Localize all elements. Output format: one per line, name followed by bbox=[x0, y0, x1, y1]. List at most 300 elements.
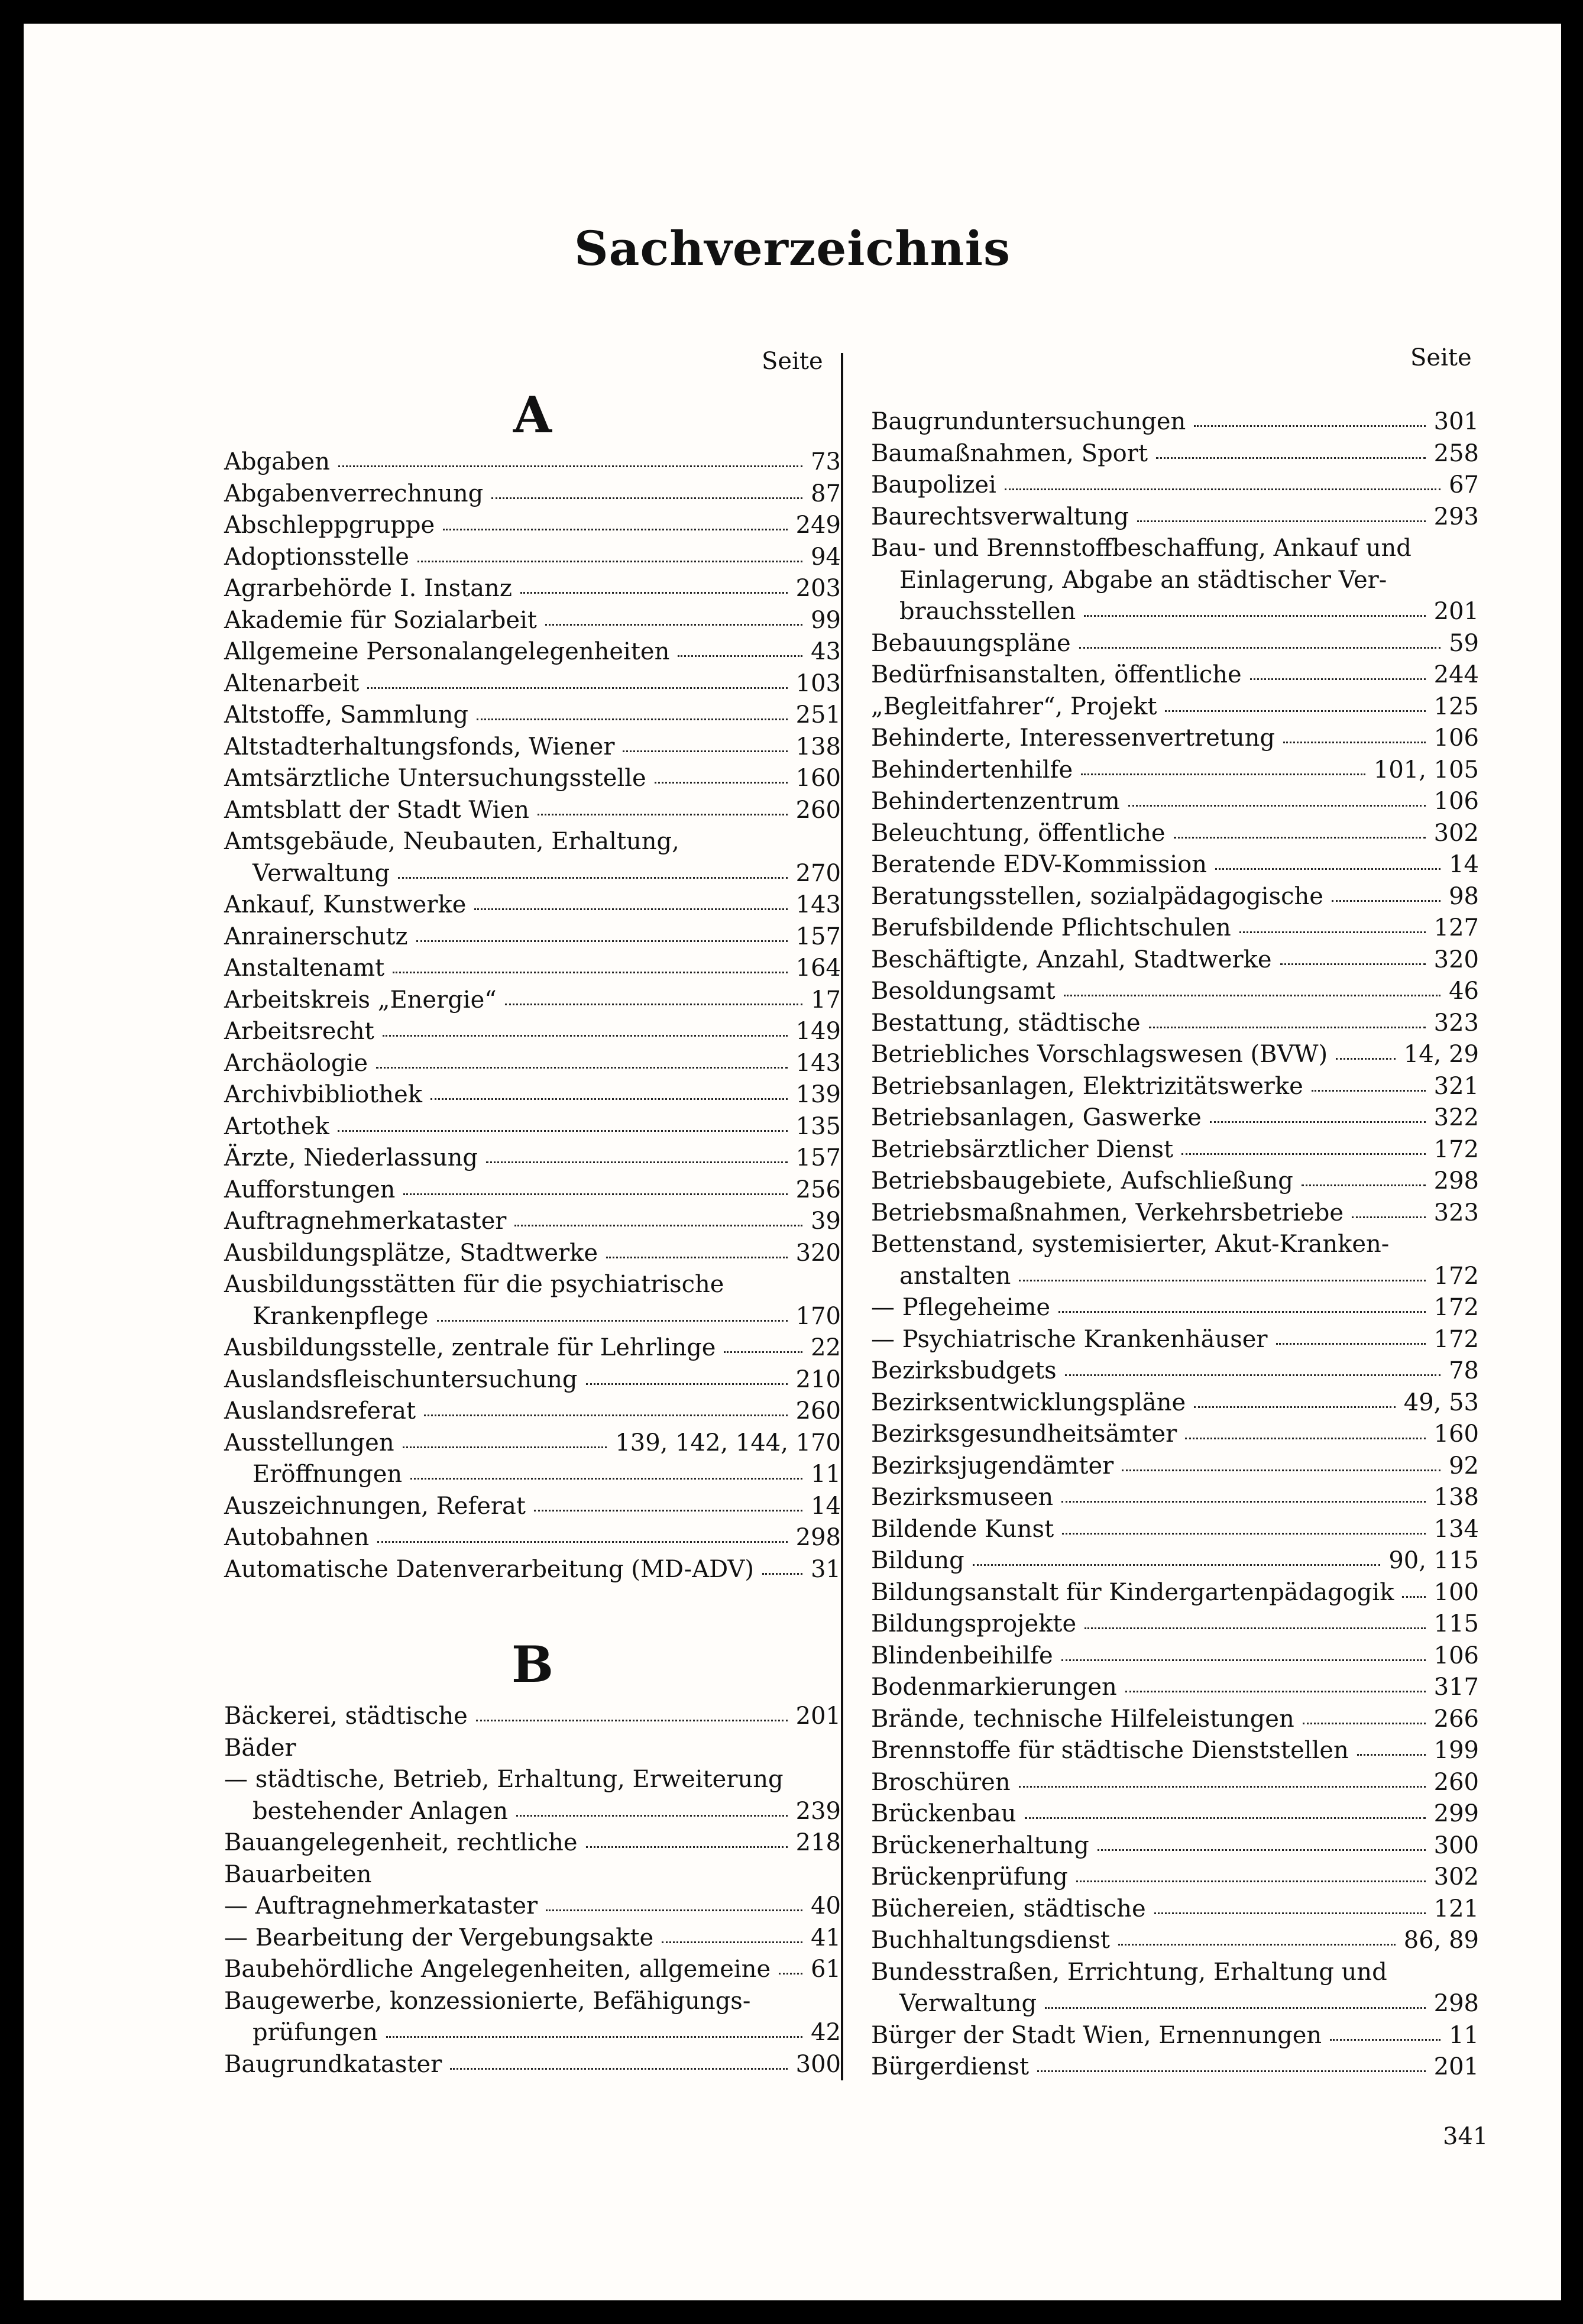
index-entry-term: — städtische, Betrieb, Erhaltung, Erweiterung bbox=[224, 1766, 784, 1793]
index-entry-page: 127 bbox=[1433, 914, 1479, 941]
index-entry bbox=[871, 2020, 1479, 2052]
dot-leader bbox=[410, 1476, 802, 1480]
index-entry-term: Broschüren bbox=[871, 1768, 1011, 1796]
index-entry-page: 100 bbox=[1433, 1578, 1479, 1606]
index-entry-page: 138 bbox=[795, 733, 841, 760]
index-entry-term: Beratungsstellen, sozialpädagogische bbox=[871, 882, 1323, 910]
index-entry bbox=[871, 438, 1479, 470]
index-entry-page: 172 bbox=[1433, 1135, 1479, 1163]
dot-leader bbox=[545, 622, 802, 626]
index-entry bbox=[871, 406, 1479, 438]
index-entry bbox=[871, 1039, 1479, 1071]
dot-leader bbox=[1005, 487, 1440, 490]
index-entry bbox=[871, 596, 1479, 628]
dot-leader bbox=[386, 2034, 802, 2038]
index-entry-page: 139 bbox=[795, 1081, 841, 1108]
index-entry-term: Betriebsärztlicher Dienst bbox=[871, 1135, 1174, 1163]
index-entry-term: Behindertenhilfe bbox=[871, 756, 1073, 784]
index-entry bbox=[224, 1111, 841, 1143]
index-entry-term: Artothek bbox=[224, 1112, 329, 1140]
index-entry bbox=[871, 1102, 1479, 1134]
dot-leader bbox=[376, 1065, 788, 1069]
index-entry-term: Altstoffe, Sammlung bbox=[224, 701, 468, 729]
index-entry bbox=[224, 1954, 841, 1986]
dot-leader bbox=[1280, 962, 1426, 965]
index-entry bbox=[871, 1957, 1479, 1989]
index-entry-page: 94 bbox=[811, 543, 841, 571]
index-entry-page: 160 bbox=[795, 765, 841, 792]
index-entry-page: 172 bbox=[1433, 1325, 1479, 1353]
index-entry-term: Bau- und Brennstoffbeschaffung, Ankauf und bbox=[871, 535, 1412, 562]
index-entry-term: Baubehördliche Angelegenheiten, allgemeine bbox=[224, 1956, 771, 1983]
index-entry bbox=[224, 636, 841, 668]
index-entry-term: Betriebsanlagen, Gaswerke bbox=[871, 1104, 1202, 1131]
dot-leader bbox=[1076, 1879, 1426, 1882]
index-entry bbox=[224, 1396, 841, 1428]
index-entry-page: 321 bbox=[1433, 1072, 1479, 1100]
dot-leader bbox=[1061, 1658, 1426, 1661]
page-title: Sachverzeichnis bbox=[574, 221, 1011, 276]
index-entry bbox=[871, 723, 1479, 755]
index-entry bbox=[224, 446, 841, 478]
index-entry-page: 298 bbox=[1433, 1167, 1479, 1195]
index-entry bbox=[224, 953, 841, 985]
index-entry-term: Abgaben bbox=[224, 448, 330, 475]
index-entry-term: Arbeitsrecht bbox=[224, 1018, 374, 1045]
index-entry bbox=[871, 755, 1479, 786]
index-entry-page: 101, 105 bbox=[1373, 756, 1479, 784]
index-entry bbox=[871, 565, 1479, 597]
index-entry-term: Bürger der Stadt Wien, Ernennungen bbox=[871, 2021, 1322, 2049]
index-entry bbox=[224, 1891, 841, 1922]
index-entry-page: 266 bbox=[1433, 1705, 1479, 1733]
dot-leader bbox=[514, 1223, 802, 1226]
index-entry-term: Altenarbeit bbox=[224, 669, 360, 697]
index-entry bbox=[224, 1269, 841, 1301]
dot-leader bbox=[1239, 930, 1426, 933]
index-entry bbox=[871, 1482, 1479, 1514]
index-entry-page: 203 bbox=[795, 575, 841, 602]
dot-leader bbox=[1019, 1278, 1425, 1281]
index-entry bbox=[871, 1608, 1479, 1640]
dot-leader bbox=[1065, 1373, 1440, 1376]
dot-leader bbox=[973, 1562, 1381, 1566]
index-entry bbox=[224, 1522, 841, 1554]
dot-leader bbox=[1215, 866, 1440, 870]
index-entry-page: 302 bbox=[1433, 1863, 1479, 1891]
dot-leader bbox=[430, 1096, 788, 1100]
index-entry bbox=[871, 691, 1479, 723]
dot-leader bbox=[450, 2066, 787, 2070]
dot-leader bbox=[403, 1192, 787, 1195]
dot-leader bbox=[1149, 1025, 1426, 1028]
dot-leader bbox=[1037, 2069, 1426, 2072]
index-entry-page: 14, 29 bbox=[1403, 1041, 1479, 1068]
index-entry-page: 260 bbox=[1433, 1768, 1479, 1796]
index-entry-term: Archäologie bbox=[224, 1049, 368, 1077]
dot-leader bbox=[424, 1413, 788, 1416]
index-entry-term: Anstaltenamt bbox=[224, 954, 385, 982]
index-entry bbox=[871, 628, 1479, 660]
index-entry bbox=[871, 1292, 1479, 1324]
dot-leader bbox=[1332, 898, 1440, 902]
page-number: 341 bbox=[1443, 2123, 1488, 2150]
index-entry-page: 22 bbox=[811, 1334, 841, 1361]
index-entry-page: 125 bbox=[1433, 692, 1479, 720]
dot-leader bbox=[1085, 1626, 1426, 1629]
dot-leader bbox=[1098, 1847, 1426, 1851]
dot-leader bbox=[1174, 835, 1426, 839]
index-entry bbox=[224, 826, 841, 858]
index-entry-page: 172 bbox=[1433, 1294, 1479, 1321]
index-entry-term: Ärzte, Niederlassung bbox=[224, 1144, 478, 1171]
index-entry bbox=[224, 1364, 841, 1396]
index-entry-term: Baugrunduntersuchungen bbox=[871, 408, 1186, 435]
index-entry bbox=[224, 921, 841, 953]
index-entry-term: Behinderte, Interessenvertretung bbox=[871, 724, 1276, 752]
index-entry bbox=[224, 763, 841, 795]
index-entry bbox=[871, 1387, 1479, 1419]
index-list-a bbox=[224, 446, 841, 1585]
dot-leader bbox=[474, 907, 787, 910]
index-entry bbox=[224, 510, 841, 542]
dot-leader bbox=[1330, 2037, 1440, 2041]
index-entry-term: Betriebsanlagen, Elektrizitätswerke bbox=[871, 1072, 1303, 1100]
index-entry bbox=[224, 478, 841, 510]
index-entry-term: Bettenstand, systemisierter, Akut-Kranken- bbox=[871, 1231, 1390, 1258]
index-entry-page: 201 bbox=[1433, 2053, 1479, 2080]
index-entry bbox=[224, 1491, 841, 1523]
index-entry-page: 260 bbox=[795, 1397, 841, 1425]
dot-leader bbox=[606, 1255, 788, 1258]
index-entry-term: Verwaltung bbox=[899, 1990, 1037, 2017]
dot-leader bbox=[1194, 423, 1425, 427]
index-entry bbox=[871, 976, 1479, 1008]
index-entry bbox=[871, 1545, 1479, 1577]
index-entry-term: Auftragnehmerkataster bbox=[224, 1208, 507, 1235]
index-entry-term: — Psychiatrische Krankenhäuser bbox=[871, 1325, 1268, 1353]
index-entry-page: 135 bbox=[795, 1112, 841, 1140]
index-entry bbox=[871, 1451, 1479, 1483]
index-entry-page: 239 bbox=[795, 1797, 841, 1825]
index-entry-term: Bezirksmuseen bbox=[871, 1484, 1054, 1511]
dot-leader bbox=[662, 1940, 802, 1943]
index-entry bbox=[224, 1301, 841, 1333]
dot-leader bbox=[1118, 1942, 1396, 1946]
dot-leader bbox=[1210, 1119, 1426, 1123]
index-entry-term: Ausbildungsstätten für die psychiatrische bbox=[224, 1271, 724, 1298]
index-entry-page: 14 bbox=[1449, 851, 1479, 878]
index-entry-page: 149 bbox=[795, 1018, 841, 1045]
index-entry bbox=[224, 795, 841, 827]
index-entry bbox=[871, 1197, 1479, 1229]
dot-leader bbox=[403, 1445, 607, 1448]
index-entry-page: 218 bbox=[795, 1829, 841, 1856]
dot-leader bbox=[1312, 1088, 1426, 1092]
index-entry-page: 143 bbox=[795, 891, 841, 918]
index-entry bbox=[224, 889, 841, 921]
dot-leader bbox=[1079, 645, 1440, 649]
index-entry-page: 199 bbox=[1433, 1737, 1479, 1764]
index-entry bbox=[224, 731, 841, 763]
index-entry-term: — Auftragnehmerkataster bbox=[224, 1892, 538, 1920]
index-entry-page: 157 bbox=[795, 923, 841, 950]
index-entry-page: 43 bbox=[811, 638, 841, 665]
index-entry-term: Ausbildungsstelle, zentrale für Lehrlinge bbox=[224, 1334, 716, 1361]
index-entry-term: Arbeitskreis „Energie“ bbox=[224, 986, 497, 1014]
index-entry bbox=[871, 786, 1479, 818]
index-entry bbox=[871, 818, 1479, 850]
dot-leader bbox=[1302, 1183, 1426, 1186]
index-entry-page: 42 bbox=[811, 2019, 841, 2046]
index-entry-page: 170 bbox=[795, 1302, 841, 1330]
index-entry bbox=[871, 659, 1479, 691]
index-entry bbox=[871, 1672, 1479, 1704]
index-entry-page: 256 bbox=[795, 1176, 841, 1203]
index-entry-term: Adoptionsstelle bbox=[224, 543, 409, 571]
index-entry-page: 139, 142, 144, 170 bbox=[615, 1429, 841, 1456]
dot-leader bbox=[477, 717, 788, 720]
index-entry bbox=[871, 1355, 1479, 1387]
section-letter-b: B bbox=[512, 1635, 553, 1694]
index-entry-page: 67 bbox=[1449, 471, 1479, 499]
index-list-b-left bbox=[224, 1701, 841, 2080]
index-entry-term: Baurechtsverwaltung bbox=[871, 503, 1129, 530]
index-entry bbox=[871, 1830, 1479, 1862]
dot-leader bbox=[1194, 1404, 1396, 1408]
index-entry-term: Auslandsfleischuntersuchung bbox=[224, 1365, 578, 1393]
index-entry-page: 99 bbox=[811, 606, 841, 634]
dot-leader bbox=[491, 496, 802, 499]
index-entry-page: 11 bbox=[811, 1461, 841, 1488]
dot-leader bbox=[1019, 1784, 1426, 1788]
index-entry bbox=[871, 1134, 1479, 1166]
index-entry-term: Agrarbehörde I. Instanz bbox=[224, 575, 512, 602]
index-entry-term: Verwaltung bbox=[252, 859, 390, 887]
index-entry-page: 299 bbox=[1433, 1800, 1479, 1827]
dot-leader bbox=[416, 938, 788, 942]
dot-leader bbox=[417, 559, 802, 562]
dot-leader bbox=[505, 1002, 802, 1005]
index-entry bbox=[871, 944, 1479, 976]
index-entry-page: 201 bbox=[1433, 598, 1479, 625]
index-entry bbox=[871, 1735, 1479, 1767]
index-entry bbox=[871, 1704, 1479, 1736]
index-entry-page: 258 bbox=[1433, 439, 1479, 467]
index-entry-term: Blindenbeihilfe bbox=[871, 1642, 1053, 1669]
index-entry-term: Bezirksjugendämter bbox=[871, 1452, 1114, 1480]
index-entry bbox=[224, 1238, 841, 1270]
index-entry bbox=[871, 1514, 1479, 1546]
index-entry-term: Brückenprüfung bbox=[871, 1863, 1068, 1891]
index-entry-term: Bildung bbox=[871, 1547, 964, 1574]
index-entry-page: 11 bbox=[1449, 2021, 1479, 2049]
dot-leader bbox=[623, 749, 787, 752]
index-entry-page: 298 bbox=[1433, 1990, 1479, 2017]
index-entry-page: 40 bbox=[811, 1892, 841, 1920]
index-entry-term: Automatische Datenverarbeitung (MD-ADV) bbox=[224, 1555, 754, 1583]
index-entry-page: 293 bbox=[1433, 503, 1479, 530]
dot-leader bbox=[1062, 1531, 1426, 1535]
index-entry-term: Besoldungsamt bbox=[871, 977, 1056, 1005]
index-entry-term: Archivbibliothek bbox=[224, 1081, 422, 1108]
dot-leader bbox=[1303, 1721, 1426, 1724]
index-list-b-right bbox=[871, 406, 1479, 2083]
index-entry bbox=[871, 1229, 1479, 1261]
index-entry-page: 138 bbox=[1433, 1484, 1479, 1511]
dot-leader bbox=[534, 1508, 802, 1511]
dot-leader bbox=[779, 1971, 802, 1975]
dot-leader bbox=[520, 590, 788, 594]
dot-leader bbox=[443, 527, 787, 530]
dot-leader bbox=[338, 1128, 788, 1132]
index-entry bbox=[224, 1554, 841, 1586]
index-entry-term: Bezirksentwicklungspläne bbox=[871, 1388, 1186, 1416]
index-entry bbox=[871, 470, 1479, 501]
index-entry-term: Bauarbeiten bbox=[224, 1860, 372, 1888]
index-entry bbox=[871, 1008, 1479, 1040]
index-entry-term: Bodenmarkierungen bbox=[871, 1674, 1117, 1701]
index-entry-page: 121 bbox=[1433, 1895, 1479, 1922]
index-entry bbox=[224, 1016, 841, 1048]
index-entry-term: Berufsbildende Pflichtschulen bbox=[871, 914, 1231, 941]
index-entry bbox=[871, 533, 1479, 565]
index-entry-term: Baugewerbe, konzessionierte, Befähigungs- bbox=[224, 1987, 751, 2015]
index-entry bbox=[224, 2017, 841, 2049]
index-page bbox=[24, 24, 1561, 2300]
dot-leader bbox=[1156, 455, 1426, 459]
index-entry-term: Allgemeine Personalangelegenheiten bbox=[224, 638, 670, 665]
index-entry-term: „Begleitfahrer“, Projekt bbox=[871, 692, 1157, 720]
seite-label-right: Seite bbox=[1410, 344, 1472, 371]
index-entry-page: 320 bbox=[795, 1239, 841, 1267]
index-entry-page: 61 bbox=[811, 1956, 841, 1983]
index-entry-term: Bauangelegenheit, rechtliche bbox=[224, 1829, 578, 1856]
dot-leader bbox=[367, 685, 787, 689]
index-entry-page: 106 bbox=[1433, 724, 1479, 752]
index-entry-term: bestehender Anlagen bbox=[252, 1797, 509, 1825]
dot-leader bbox=[1045, 2005, 1426, 2009]
index-entry-page: 86, 89 bbox=[1403, 1927, 1479, 1954]
index-entry bbox=[871, 1640, 1479, 1672]
index-entry-page: 49, 53 bbox=[1403, 1388, 1479, 1416]
index-entry bbox=[224, 605, 841, 637]
index-entry-term: Brennstoffe für städtische Dienststellen bbox=[871, 1737, 1349, 1764]
index-entry bbox=[871, 1767, 1479, 1799]
index-entry bbox=[224, 1922, 841, 1954]
index-entry-page: 17 bbox=[811, 986, 841, 1014]
index-entry bbox=[224, 1332, 841, 1364]
index-entry-term: Aufforstungen bbox=[224, 1176, 396, 1203]
dot-leader bbox=[1081, 772, 1365, 775]
index-entry-page: 115 bbox=[1433, 1610, 1479, 1637]
index-entry bbox=[871, 912, 1479, 944]
index-entry-page: 323 bbox=[1433, 1009, 1479, 1037]
dot-leader bbox=[538, 812, 788, 815]
dot-leader bbox=[724, 1349, 802, 1353]
index-entry bbox=[224, 668, 841, 700]
index-entry-term: Ankauf, Kunstwerke bbox=[224, 891, 467, 918]
index-entry-term: Betriebsbaugebiete, Aufschließung bbox=[871, 1167, 1293, 1195]
dot-leader bbox=[1122, 1468, 1440, 1471]
index-entry-term: Einlagerung, Abgabe an städtischer Ver- bbox=[899, 566, 1387, 594]
index-entry bbox=[871, 1925, 1479, 1957]
index-entry-term: Bestattung, städtische bbox=[871, 1009, 1141, 1037]
dot-leader bbox=[1283, 740, 1426, 743]
index-entry-term: Bäckerei, städtische bbox=[224, 1702, 468, 1730]
index-entry-term: Amtsblatt der Stadt Wien bbox=[224, 796, 529, 824]
index-entry-term: Betriebliches Vorschlagswesen (BVW) bbox=[871, 1041, 1328, 1068]
index-entry bbox=[871, 1419, 1479, 1451]
index-entry-page: 302 bbox=[1433, 819, 1479, 847]
dot-leader bbox=[1357, 1752, 1426, 1756]
index-entry-page: 78 bbox=[1449, 1357, 1479, 1384]
dot-leader bbox=[377, 1539, 787, 1543]
index-entry-page: 103 bbox=[795, 669, 841, 697]
index-entry bbox=[224, 1048, 841, 1080]
index-entry-term: Bildungsanstalt für Kindergartenpädagogik bbox=[871, 1578, 1394, 1606]
index-entry-page: 300 bbox=[1433, 1831, 1479, 1859]
index-entry-term: Auslandsreferat bbox=[224, 1397, 416, 1425]
index-entry bbox=[871, 1324, 1479, 1356]
index-entry-page: 39 bbox=[811, 1208, 841, 1235]
index-entry-term: Büchereien, städtische bbox=[871, 1895, 1146, 1922]
index-entry bbox=[871, 1862, 1479, 1893]
index-entry-page: 106 bbox=[1433, 788, 1479, 815]
index-entry-page: 249 bbox=[795, 512, 841, 539]
dot-leader bbox=[516, 1813, 787, 1817]
index-entry-page: 260 bbox=[795, 796, 841, 824]
index-entry bbox=[224, 985, 841, 1017]
index-entry-page: 323 bbox=[1433, 1199, 1479, 1226]
index-entry-term: Beleuchtung, öffentliche bbox=[871, 819, 1166, 847]
index-entry-term: — Pflegeheime bbox=[871, 1294, 1051, 1321]
dot-leader bbox=[1185, 1436, 1425, 1439]
section-letter-a: A bbox=[513, 386, 552, 444]
index-entry-page: 160 bbox=[1433, 1420, 1479, 1448]
index-entry-term: Anrainerschutz bbox=[224, 923, 408, 950]
index-entry-term: brauchsstellen bbox=[899, 598, 1076, 625]
index-entry bbox=[224, 542, 841, 574]
index-entry-term: Beschäftigte, Anzahl, Stadtwerke bbox=[871, 946, 1272, 973]
index-entry bbox=[224, 700, 841, 731]
index-entry-term: Baugrundkataster bbox=[224, 2050, 442, 2078]
dot-leader bbox=[1125, 1689, 1426, 1692]
index-entry-term: Bäder bbox=[224, 1734, 296, 1762]
dot-leader bbox=[1058, 1309, 1426, 1313]
index-entry-term: Beratende EDV-Kommission bbox=[871, 851, 1208, 878]
dot-leader bbox=[546, 1908, 802, 1911]
dot-leader bbox=[678, 653, 802, 657]
index-entry-term: Bezirksgesundheitsämter bbox=[871, 1420, 1177, 1448]
index-entry-term: Buchhaltungsdienst bbox=[871, 1927, 1110, 1954]
index-entry bbox=[224, 1827, 841, 1859]
index-entry-page: 59 bbox=[1449, 629, 1479, 657]
index-entry-page: 300 bbox=[795, 2050, 841, 2078]
index-entry bbox=[871, 2051, 1479, 2083]
index-entry-term: Baupolizei bbox=[871, 471, 996, 499]
index-entry bbox=[224, 1859, 841, 1891]
dot-leader bbox=[1064, 993, 1441, 996]
index-entry-page: 270 bbox=[795, 859, 841, 887]
index-entry bbox=[871, 1577, 1479, 1609]
index-entry bbox=[224, 1428, 841, 1459]
index-entry-term: Behindertenzentrum bbox=[871, 788, 1120, 815]
dot-leader bbox=[1402, 1594, 1425, 1598]
index-entry bbox=[871, 501, 1479, 533]
index-entry-term: Amtsärztliche Untersuchungsstelle bbox=[224, 765, 646, 792]
index-entry-term: Akademie für Sozialarbeit bbox=[224, 606, 537, 634]
